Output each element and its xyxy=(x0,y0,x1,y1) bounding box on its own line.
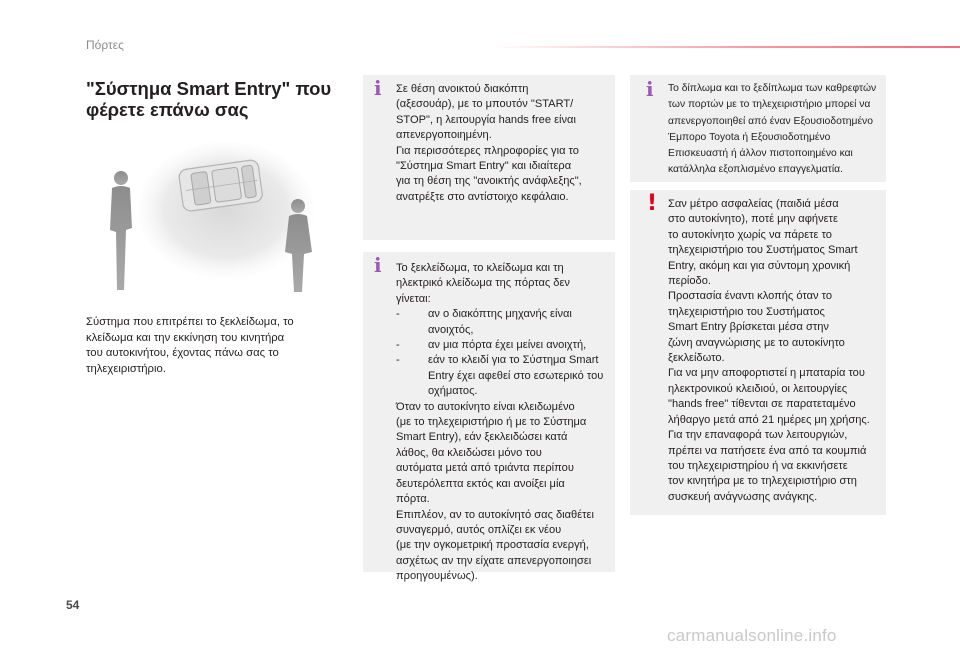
text-line: "Σύστημα Smart Entry" και ιδιαίτερα xyxy=(396,160,572,173)
text-line: πόρτα. xyxy=(396,493,430,506)
page-number: 54 xyxy=(66,598,80,612)
warning-icon: ! xyxy=(647,191,658,216)
text-line: ανοιχτός, xyxy=(428,323,474,336)
text-line: Επισκευαστή ή άλλον πιστοποιημένο και xyxy=(668,148,853,160)
text-line: "hands free" τίθενται σε παρατεταμένο xyxy=(668,398,856,411)
text-line: ηλεκτρονικού κλειδιού, οι λειτουργίες xyxy=(668,382,848,395)
info-box-locking xyxy=(363,252,615,583)
text-line: δευτερόλεπτα εκτός και ανοίξει μία xyxy=(396,477,565,490)
list-item xyxy=(396,338,610,353)
text-line: ηλεκτρικό κλείδωμα της πόρτας δεν xyxy=(396,277,570,290)
list-item xyxy=(396,307,610,338)
list-item xyxy=(396,353,610,399)
text-line: Σε θέση ανοικτού διακόπτη xyxy=(396,83,529,95)
header-divider xyxy=(490,46,960,48)
page-title xyxy=(86,78,356,120)
text-line: Όταν το αυτοκίνητο είναι κλειδωμένο xyxy=(396,400,575,413)
info-icon: i xyxy=(374,253,382,277)
text-line: Το δίπλωμα και το ξεδίπλωμα των καθρεφτών xyxy=(668,83,877,94)
text-line: των πορτών με το τηλεχειριστήριο μπορεί να xyxy=(668,99,871,111)
title-line: φέρετε επάνω σας xyxy=(86,99,249,120)
text-line: αν μια πόρτα έχει μείνει ανοιχτή, xyxy=(428,339,587,352)
text-line: οχήματος. xyxy=(428,385,478,398)
watermark: carmanualsonline.info xyxy=(667,626,837,645)
caption xyxy=(86,315,356,377)
text-line: Entry έχει αφεθεί στο εσωτερικό του xyxy=(428,369,604,382)
text-line: το αυτοκίνητο χωρίς να πάρετε το xyxy=(668,228,832,241)
text-line: (με την ογκομετρική προστασία ενεργή, xyxy=(396,539,589,552)
text-line: Επιπλέον, αν το αυτοκίνητό σας διαθέτει xyxy=(396,508,594,521)
text-line: εάν το κλειδί για το Σύστημα Smart xyxy=(428,354,599,367)
text-line: Smart Entry βρίσκεται μέσα στην xyxy=(668,321,829,334)
text-line: Για περισσότερες πληροφορίες για το xyxy=(396,144,579,157)
text-line: πρέπει να πατήσετε ένα από τα κουμπιά xyxy=(668,444,867,457)
title-line: "Σύστημα Smart Entry" που xyxy=(86,78,332,99)
text-line: συναγερμό, αυτός οπλίζει εκ νέου xyxy=(396,523,562,536)
text-line: απενεργοποιηθεί από έναν Εξουσιοδοτημένο xyxy=(668,115,873,127)
text-line: Σαν μέτρο ασφαλείας (παιδιά μέσα xyxy=(668,198,839,210)
caption-line: του αυτοκινήτου, έχοντας πάνω σας το xyxy=(86,347,279,359)
detection-zone xyxy=(138,142,314,278)
text-line: Για την επαναφορά των λειτουργιών, xyxy=(668,429,848,442)
text-line: ασχέτως αν την είχατε απενεργοποιησει xyxy=(396,554,592,567)
text-line: τηλεχειριστήριο του Συστήματος xyxy=(668,305,825,318)
person-left-silhouette xyxy=(110,171,132,290)
text-line: του τηλεχειριστηρίου ή να εκκινήσετε xyxy=(668,459,848,472)
text-line: ανατρέξτε στο αντίστοιχο κεφάλαιο. xyxy=(396,190,569,203)
text-line: προηγουμένως). xyxy=(396,570,478,583)
text-line: περίοδο. xyxy=(668,275,711,288)
text-line: Προστασία έναντι κλοπής όταν το xyxy=(668,290,833,303)
list-dash: - xyxy=(396,308,400,321)
text-line: Το ξεκλείδωμα, το κλείδωμα και τη xyxy=(396,262,564,274)
text-line: για τη θέση της "ανοικτής ανάφλεξης", xyxy=(396,175,582,188)
warning-box-safety xyxy=(630,190,886,515)
text-line: (με το τηλεχειριστήριο ή με το Σύστημα xyxy=(396,416,587,429)
text-line: τον κινητήρα με το τηλεχειριστήριο στη xyxy=(668,475,857,488)
text-line: συσκευή ανάγνωσης ανάγκης. xyxy=(668,490,818,503)
text-line: αυτόματα μετά από τριάντα περίπου xyxy=(396,462,574,475)
info-icon: i xyxy=(646,77,654,101)
smart-entry-illustration xyxy=(86,140,356,300)
list-dash: - xyxy=(396,354,400,367)
text-line: Entry, ακόμη και για σύντομη χρονική xyxy=(668,259,851,272)
text-line: Έμπορο Toyota ή Εξουσιοδοτημένο xyxy=(668,131,831,143)
text-line: (αξεσουάρ), με το μπουτόν "START/ xyxy=(396,98,574,111)
text-line: ζώνη αναγνώρισης με το αυτοκίνητο xyxy=(668,336,845,349)
text-line: Smart Entry), εάν ξεκλειδώσει κατά xyxy=(396,431,568,444)
text-line: τηλεχειριστήριο του Συστήματος Smart xyxy=(668,244,858,257)
text-line: στο αυτοκίνητο), ποτέ μην αφήνετε xyxy=(668,213,838,226)
list-dash: - xyxy=(396,339,400,352)
section-title: Πόρτες xyxy=(86,38,124,52)
text-line: STOP", η λειτουργία hands free είναι xyxy=(396,113,576,126)
caption-line: κλείδωμα και την εκκίνηση του κινητήρα xyxy=(86,331,285,344)
text-line: λήθαργο μετά από 21 ημέρες μη χρήσης. xyxy=(668,413,870,426)
text-line: λάθος, θα κλειδώσει μόνο του xyxy=(396,446,542,459)
text-line: αν ο διακόπτης μηχανής είναι xyxy=(428,308,572,321)
info-box-ignition xyxy=(363,75,615,240)
text-line: γίνεται: xyxy=(396,292,431,305)
caption-line: τηλεχειριστήριο. xyxy=(86,362,166,375)
text-line: κατάλληλα εξοπλισμένο επαγγελματία. xyxy=(668,164,843,176)
info-icon: i xyxy=(374,76,382,100)
info-box-mirrors xyxy=(630,75,886,182)
text-line: ξεκλείδωτο. xyxy=(668,352,725,365)
text-line: απενεργοποιημένη. xyxy=(396,129,492,142)
text-line: Για να μην αποφορτιστεί η μπαταρία του xyxy=(668,367,865,380)
caption-line: Σύστημα που επιτρέπει το ξεκλείδωμα, το xyxy=(86,316,294,328)
